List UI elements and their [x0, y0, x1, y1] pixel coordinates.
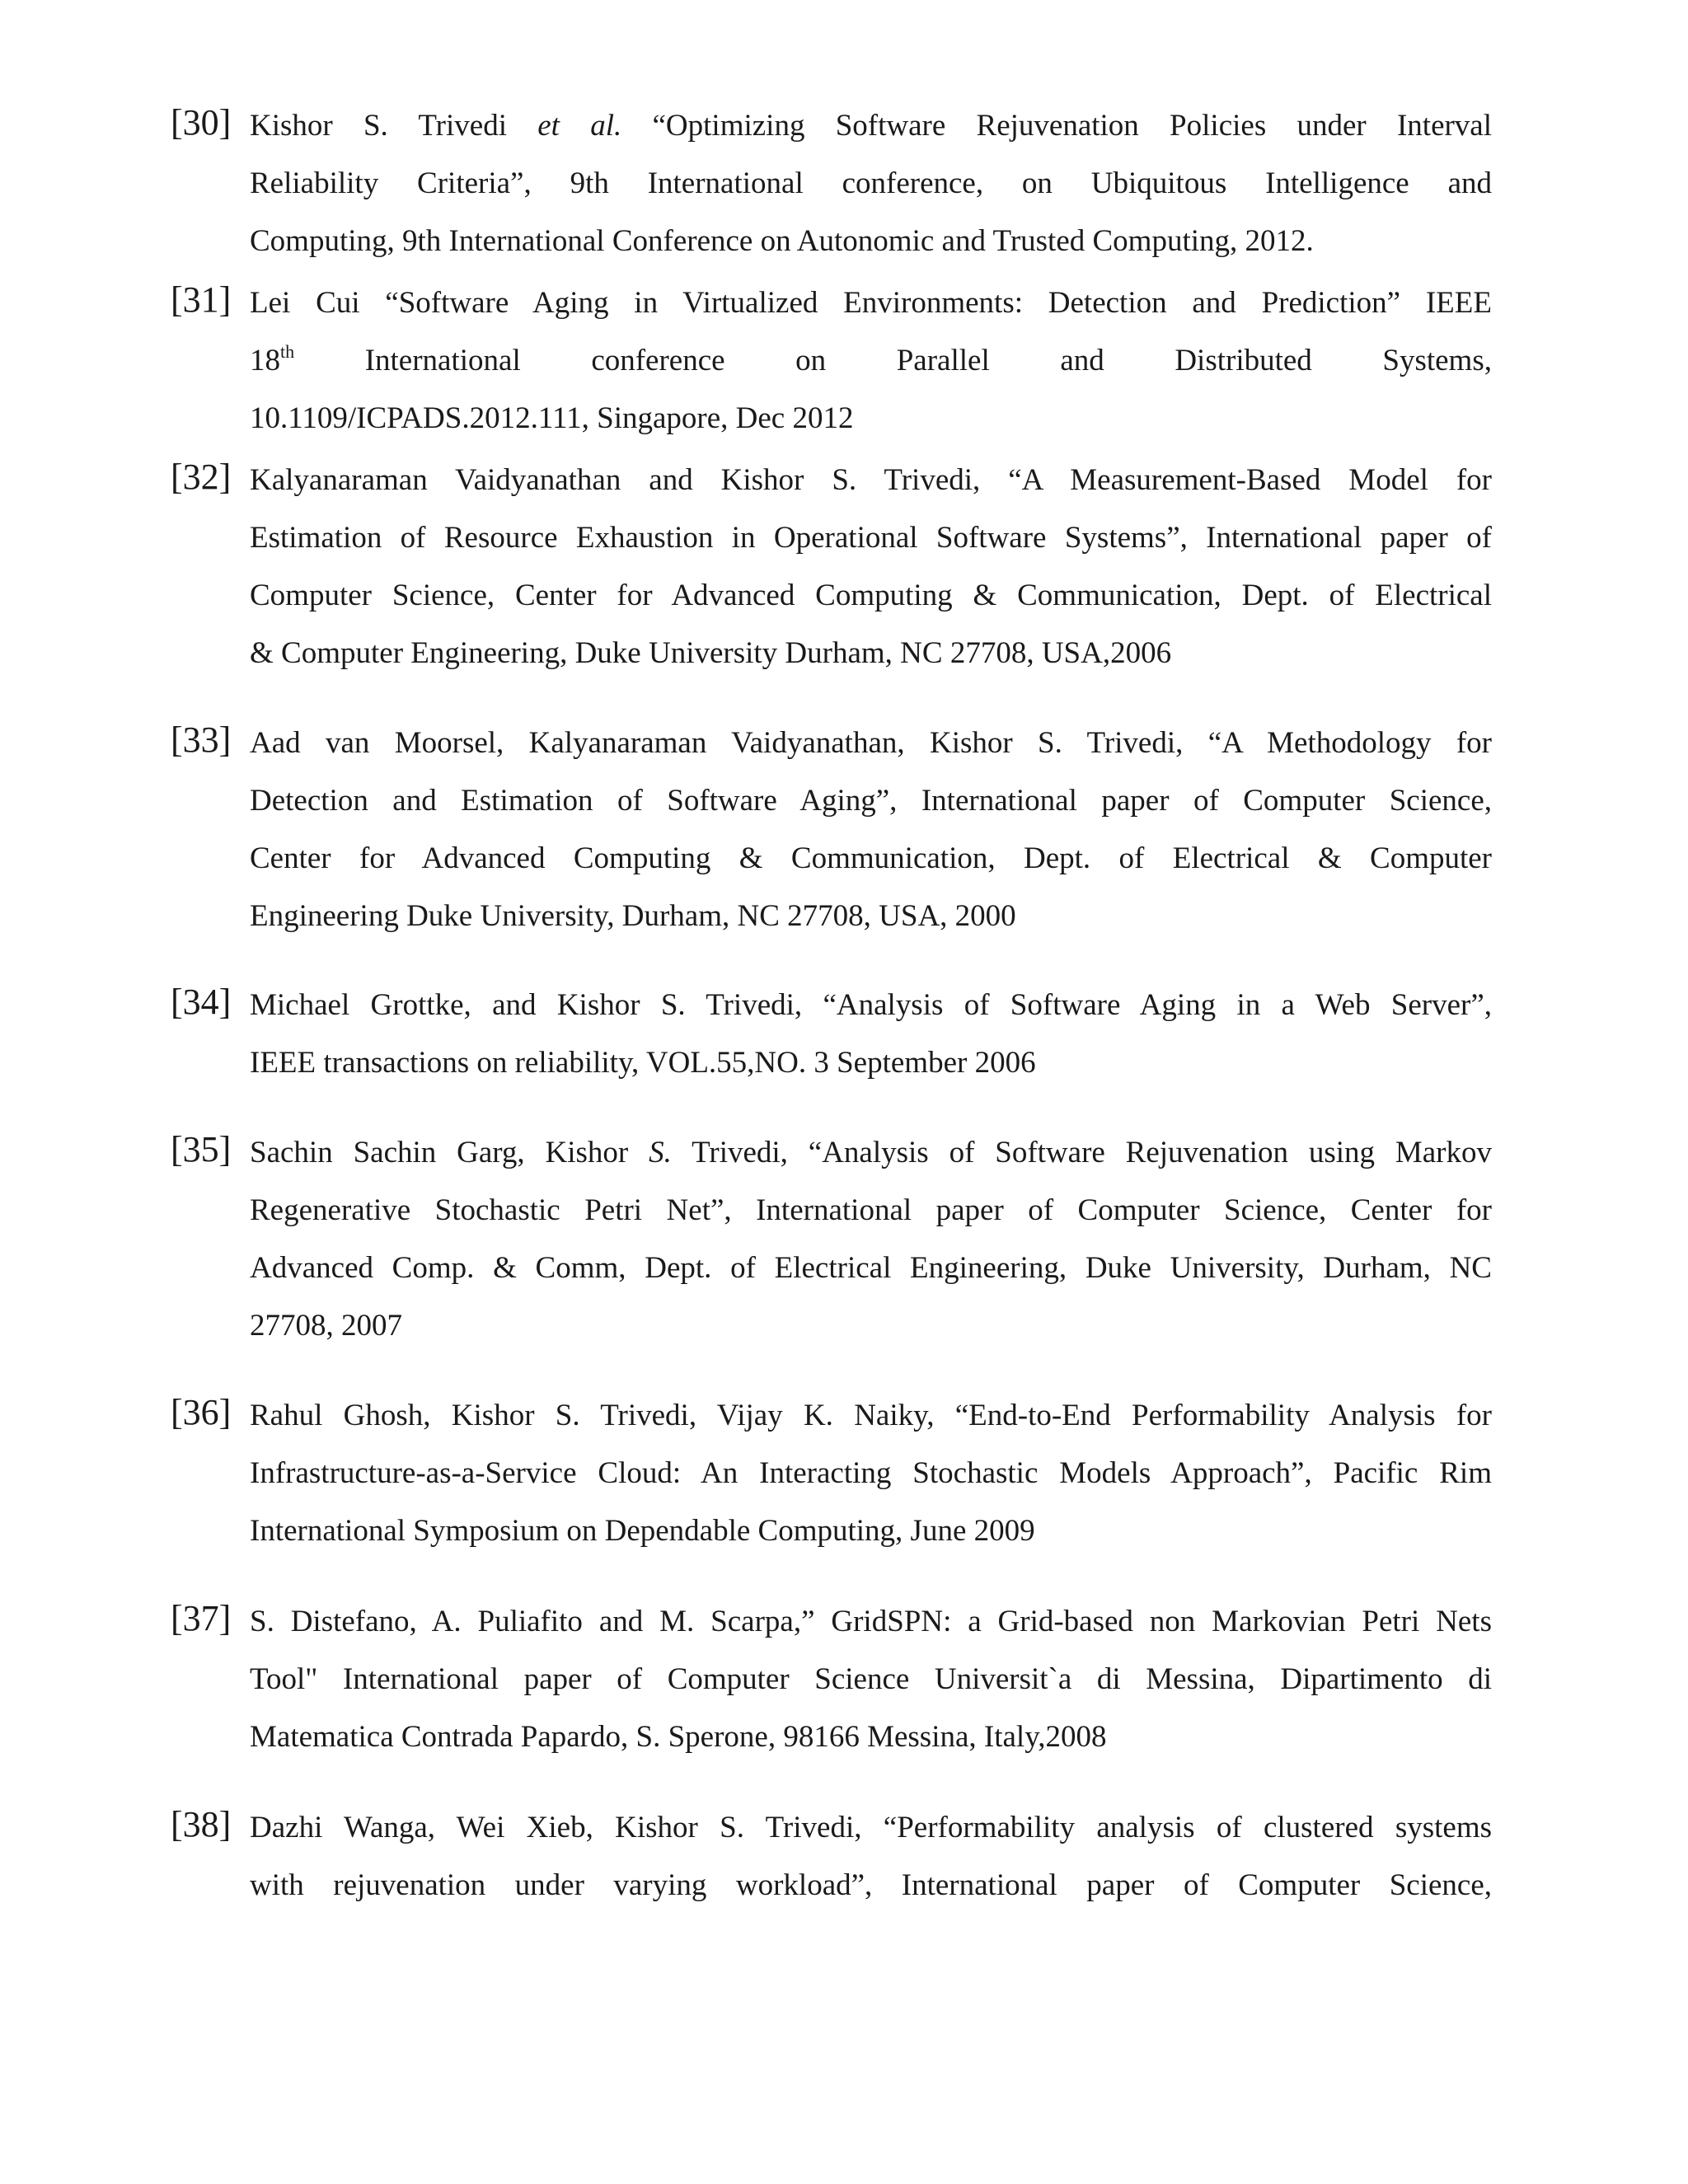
- reference-number: [37]: [171, 1598, 232, 1638]
- reference-number: [36]: [171, 1392, 232, 1432]
- reference-line: Regenerative Stochastic Petri Net”, International paper of Computer Science, Center for: [250, 1193, 1492, 1227]
- reference-line: Computing, 9th International Conference on Autonomic and Trusted Computing, 2012.: [250, 224, 1314, 258]
- reference-line: Center for Advanced Computing & Communication, Dept. of Electrical & Computer: [250, 841, 1492, 875]
- reference-text: [250, 715, 1492, 945]
- reference-line: Aad van Moorsel, Kalyanaraman Vaidyanathan, Kishor S. Trivedi, “A Methodology for: [250, 726, 1492, 760]
- reference-text: [250, 1799, 1492, 1915]
- reference-line: IEEE transactions on reliability, VOL.55,NO. 3 September 2006: [250, 1046, 1036, 1080]
- reference-line: S. Distefano, A. Puliafito and M. Scarpa,” GridSPN: a Grid-based non Markovian Petri Nets: [250, 1605, 1492, 1638]
- reference-text: [250, 274, 1492, 448]
- reference-line: Detection and Estimation of Software Aging”, International paper of Computer Science,: [250, 784, 1492, 818]
- reference-line: International Symposium on Dependable Computing, June 2009: [250, 1514, 1035, 1548]
- reference-number: [30]: [171, 102, 232, 143]
- reference-number: [34]: [171, 982, 232, 1022]
- reference-line: Lei Cui “Software Aging in Virtualized Environments: Detection and Prediction” IEEE: [250, 286, 1492, 320]
- reference-number: [32]: [171, 457, 232, 497]
- reference-text: [250, 1593, 1492, 1766]
- reference-text: [250, 97, 1492, 270]
- reference-line: 18th International conference on Parallel and Distributed Systems,: [250, 340, 1492, 377]
- reference-line: Engineering Duke University, Durham, NC 27708, USA, 2000: [250, 899, 1016, 933]
- reference-line: Sachin Sachin Garg, Kishor S. Trivedi, “Analysis of Software Rejuvenation using Markov: [250, 1136, 1492, 1169]
- reference-text: [250, 1124, 1492, 1355]
- reference-line: Kalyanaraman Vaidyanathan and Kishor S. Trivedi, “A Measurement-Based Model for: [250, 463, 1492, 497]
- reference-line: Dazhi Wanga, Wei Xieb, Kishor S. Trivedi, “Performability analysis of clustered systems: [250, 1811, 1492, 1844]
- reference-line: Tool" International paper of Computer Science Universit`a di Messina, Dipartimento di: [250, 1662, 1492, 1696]
- reference-number: [38]: [171, 1804, 232, 1844]
- reference-line: Computer Science, Center for Advanced Computing & Communication, Dept. of Electrical: [250, 579, 1492, 612]
- reference-line: Michael Grottke, and Kishor S. Trivedi, “Analysis of Software Aging in a Web Server”,: [250, 988, 1492, 1022]
- reference-line: 27708, 2007: [250, 1309, 402, 1343]
- reference-line: Infrastructure-as-a-Service Cloud: An Interacting Stochastic Models Approach”, Pacific Rim: [250, 1456, 1492, 1490]
- reference-number: [35]: [171, 1129, 232, 1169]
- reference-line: Estimation of Resource Exhaustion in Operational Software Systems”, International paper of: [250, 521, 1492, 555]
- reference-number: [31]: [171, 279, 232, 320]
- reference-line: Advanced Comp. & Comm, Dept. of Electrical Engineering, Duke University, Durham, NC: [250, 1251, 1492, 1285]
- reference-line: & Computer Engineering, Duke University Durham, NC 27708, USA,2006: [250, 636, 1172, 670]
- reference-line: with rejuvenation under varying workload”, International paper of Computer Science,: [250, 1868, 1492, 1902]
- reference-line: 10.1109/ICPADS.2012.111, Singapore, Dec 2012: [250, 401, 854, 435]
- reference-line: Kishor S. Trivedi et al. “Optimizing Software Rejuvenation Policies under Interval: [250, 109, 1492, 143]
- reference-line: Matematica Contrada Papardo, S. Sperone, 98166 Messina, Italy,2008: [250, 1720, 1107, 1754]
- reference-number: [33]: [171, 719, 232, 760]
- reference-line: Reliability Criteria”, 9th International conference, on Ubiquitous Intelligence and: [250, 166, 1492, 200]
- reference-text: [250, 977, 1492, 1092]
- reference-line: Rahul Ghosh, Kishor S. Trivedi, Vijay K. Naiky, “End-to-End Performability Analysis for: [250, 1399, 1492, 1432]
- reference-text: [250, 1387, 1492, 1560]
- reference-text: [250, 452, 1492, 682]
